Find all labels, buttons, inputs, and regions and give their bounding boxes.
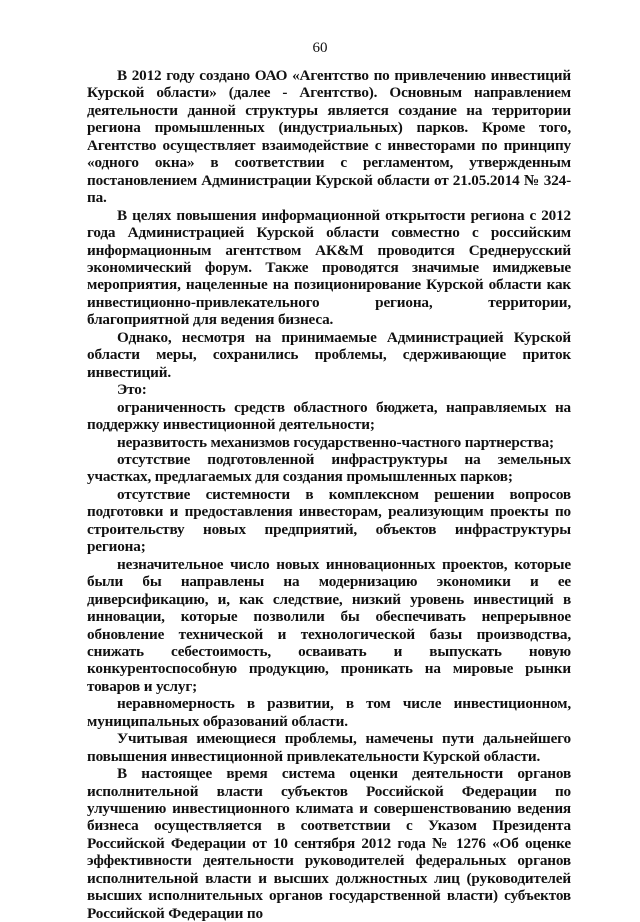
paragraph-problems-intro: Однако, несмотря на принимаемые Администрацией Курской области меры, сохранились проблемы, сдерживающие приток инвестиций. <box>87 328 571 381</box>
paragraph-list-intro: Это: <box>117 381 147 399</box>
paragraph-evaluation: В настоящее время система оценки деятельности органов исполнительной власти субъектов Российской Федерации по улучшению инвестиционного климата и совершенствованию ведения бизнеса осуществляется в соответствии с Указом Президента Российской Федерации от 10 сентября 2012 года № 1276 «Об оценке эффективности деятельности руководителей федеральных органов исполнительной власти и высших должностных лиц (руководителей высших исполнительных органов государственной власти) субъектов Российской Федерации по <box>87 765 571 922</box>
list-item-infrastructure: отсутствие подготовленной инфраструктуры на земельных участках, предлагаемых для создания промышленных парков; <box>87 450 571 486</box>
paragraph-agency: В 2012 году создано ОАО «Агентство по привлечению инвестиций Курской области» (далее - Агентство). Основным направлением деятельности данной структуры является создание на территории региона промышленных (индустриальных) парков. Кроме того, Агентство осуществляет взаимодействие с инвесторами по принципу «одного окна» в соответствии с регламентом, утвержденным постановлением Администрации Курской области от 21.05.2014 № 324-па. <box>87 67 571 207</box>
page-number: 60 <box>312 40 328 56</box>
document-body <box>87 67 571 922</box>
paragraph-forum: В целях повышения информационной открытости региона с 2012 года Администрацией Курской области совместно с российским информационным агентством АК&М проводится Среднерусский экономический форум. Также проводятся значимые имиджевые мероприятия, нацеленные на позиционирование Курской области как инвестиционно-привлекательного региона, территории, благоприятной для ведения бизнеса. <box>87 206 571 329</box>
list-item-ppp: неразвитость механизмов государственно-частного партнерства; <box>117 433 554 451</box>
list-item-innovation: незначительное число новых инновационных проектов, которые были бы направлены на модернизацию экономики и ее диверсификацию, и, как следствие, низкий уровень инвестиций в инновации, которые позволили бы обеспечивать непрерывное обновление технической и технологической базы производства, снижать себестоимость, осваивать и выпускать новую конкурентоспособную продукцию, проникать на мировые рынки товаров и услуг; <box>87 555 571 695</box>
list-item-systemic: отсутствие системности в комплексном решении вопросов подготовки и предоставления инвесторам, реализующим проекты по строительству новых предприятий, объектов инфраструктуры региона; <box>87 485 571 556</box>
list-item-budget: ограниченность средств областного бюджета, направляемых на поддержку инвестиционной деятельности; <box>87 398 571 434</box>
paragraph-ways: Учитывая имеющиеся проблемы, намечены пути дальнейшего повышения инвестиционной привлекательности Курской области. <box>87 730 571 765</box>
list-item-uneven: неравномерность в развитии, в том числе инвестиционном, муниципальных образований области. <box>87 695 571 730</box>
